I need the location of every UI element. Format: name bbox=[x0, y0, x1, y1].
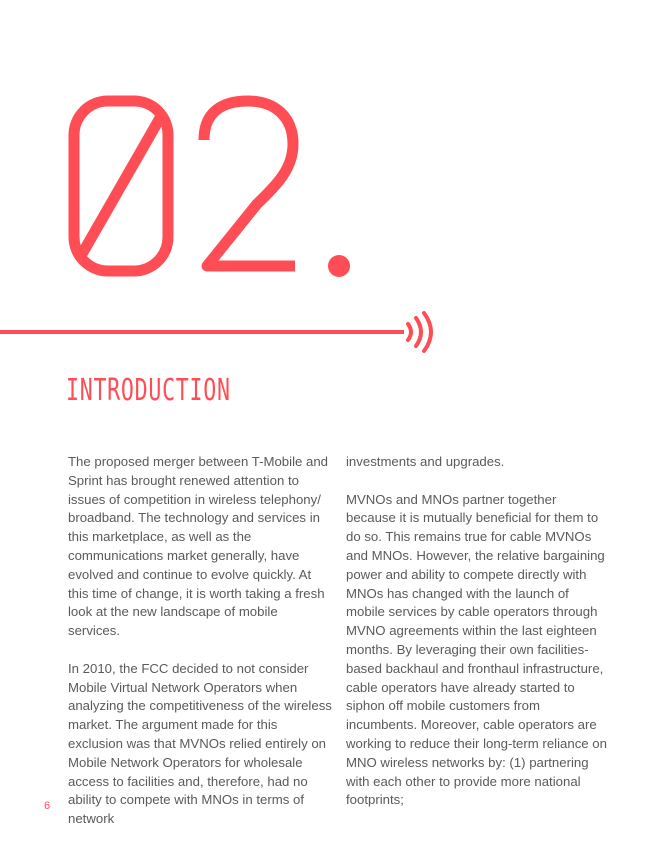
paragraph: The proposed merger between T-Mobile and Sprint has brought renewed attention to issues of competition in wireless telephony/ broadband. The technology and services in this marketplace, as well as the communications market generally, have evolved and continue to evolve quickly. At this time of change, it is worth taking a fresh look at the new landscape of mobile services. bbox=[68, 454, 328, 639]
paragraph: MVNOs and MNOs partner together because it is mutually beneficial for them to do so. This remains true for cable MVNOs and MNOs. However, the relative bargaining power and ability to compete directly with MNOs has changed with the launch of mobile services by cable operators through MVNO agreements within the last eighteen months. By leveraging their own facilities-based backhaul and fronthaul infrastructure, cable operators have already started to siphon off mobile customers from incumbents. Moreover, cable operators are working to reduce their long-term reliance on MNO wireless networks by: (1) partnering with each other to provide more national footprints; bbox=[346, 491, 607, 808]
digit-two bbox=[204, 101, 295, 266]
divider-line bbox=[0, 330, 404, 334]
signal-waves-icon bbox=[400, 311, 440, 353]
section-title: INTRODUCTION bbox=[66, 373, 231, 408]
paragraph: In 2010, the FCC decided to not consider Mobile Virtual Network Operators when analyzing the competitiveness of the wireless market. The argument made for this exclusion was that MVNOs relied entirely on Mobile Network Operators for wholesale access to facilities and, therefore, had no ability to compete with MNOs in terms of network bbox=[68, 660, 332, 827]
digit-zero-slash bbox=[82, 118, 160, 254]
body-column-right bbox=[346, 453, 608, 829]
chapter-number bbox=[62, 78, 362, 288]
paragraph: investments and upgrades. bbox=[346, 454, 505, 469]
page-number: 6 bbox=[44, 800, 51, 812]
period-dot bbox=[328, 255, 350, 277]
body-column-left bbox=[68, 453, 332, 848]
